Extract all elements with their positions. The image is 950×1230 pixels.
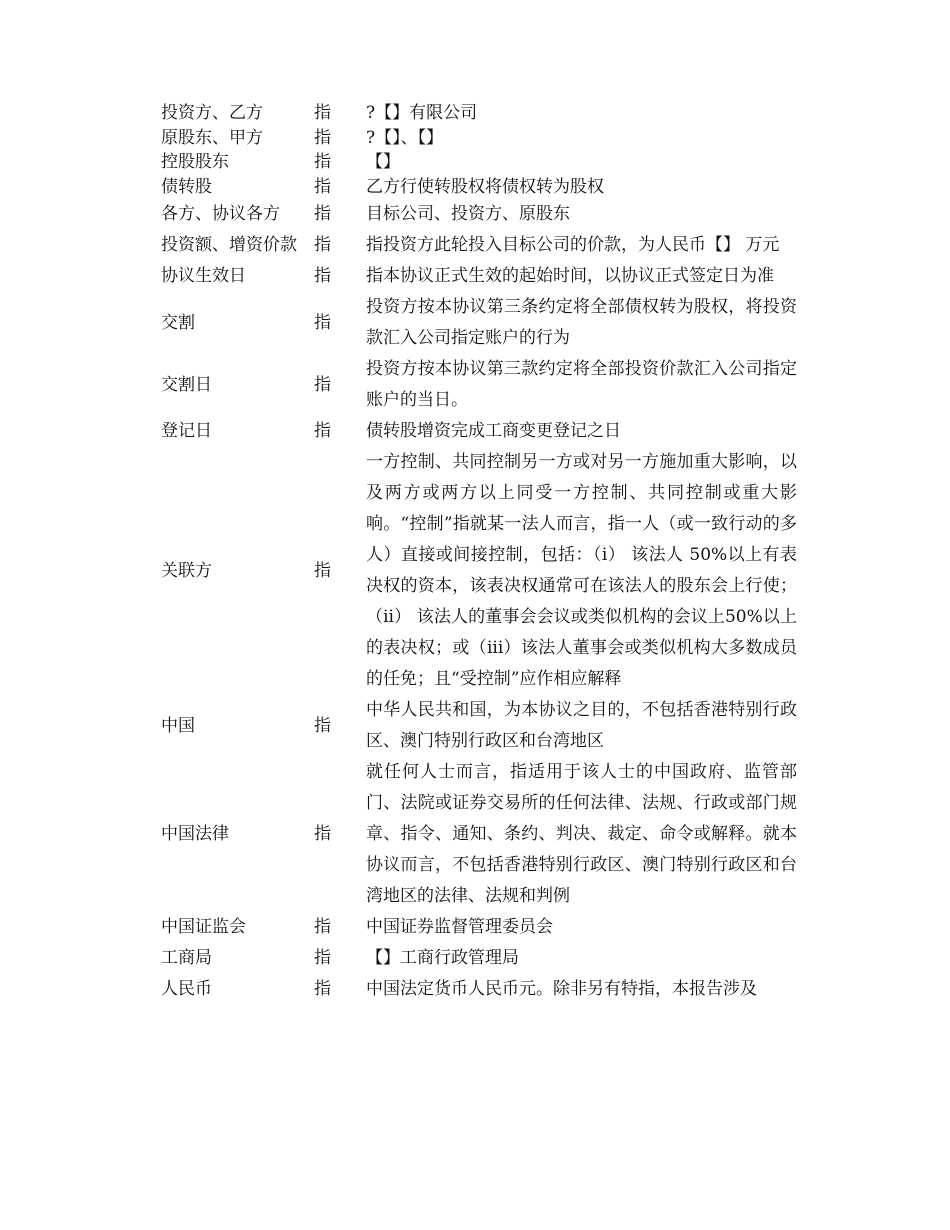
relation-cell: 指 (314, 715, 331, 736)
relation-cell: 指 (314, 103, 331, 123)
relation-cell: 指 (314, 127, 331, 148)
table-row (155, 974, 797, 1005)
relation-cell: 指 (314, 235, 331, 255)
definition-cell: 【】工商行政管理局 (366, 948, 519, 968)
relation-cell: 指 (314, 979, 331, 999)
table-row (155, 126, 797, 151)
table-row (155, 199, 797, 230)
relation-cell: 指 (314, 312, 331, 333)
relation-cell: 指 (314, 374, 331, 395)
definition-cell: 债转股增资完成工商变更登记之日 (366, 421, 621, 441)
table-row (155, 354, 797, 416)
table-row (155, 101, 797, 126)
relation-cell: 指 (314, 176, 331, 197)
table-row (155, 416, 797, 447)
term-cell: 交割 (161, 312, 195, 333)
table-row (155, 447, 797, 695)
term-cell: 控股股东 (161, 152, 229, 172)
term-cell: 人民币 (161, 979, 212, 999)
relation-cell: 指 (314, 266, 331, 286)
table-row (155, 175, 797, 200)
relation-cell: 指 (314, 204, 331, 224)
table-row (155, 943, 797, 974)
term-cell: 关联方 (161, 560, 212, 581)
term-cell: 交割日 (161, 374, 212, 395)
table-row (155, 261, 797, 292)
term-cell: 原股东、甲方 (161, 127, 263, 148)
relation-cell: 指 (314, 421, 331, 441)
relation-cell: 指 (314, 560, 331, 581)
term-cell: 各方、协议各方 (161, 204, 280, 224)
definition-cell: 指投资方此轮投入目标公司的价款，为人民币【】 万元 (366, 235, 780, 255)
table-row (155, 230, 797, 261)
definition-cell: ?【】有限公司 (366, 103, 478, 123)
term-cell: 协议生效日 (161, 266, 246, 286)
definition-cell: 投资方按本协议第三条约定将全部债权转为股权，将投资款汇入公司指定账户的行为 (366, 297, 797, 348)
relation-cell: 指 (314, 824, 331, 844)
term-cell: 登记日 (161, 421, 212, 441)
relation-cell: 指 (314, 948, 331, 968)
table-row (155, 150, 797, 175)
table-row (155, 695, 797, 757)
definition-cell: 中国证券监督管理委员会 (366, 917, 553, 937)
table-row (155, 912, 797, 943)
definition-cell: 指本协议正式生效的起始时间，以协议正式签定日为准 (366, 266, 774, 286)
term-cell: 中国法律 (161, 824, 229, 844)
term-cell: 中国 (161, 715, 195, 736)
relation-cell: 指 (314, 152, 331, 172)
relation-cell: 指 (314, 917, 331, 937)
definitions-table (155, 101, 797, 1005)
definition-cell: 目标公司、投资方、原股东 (366, 204, 570, 224)
term-cell: 工商局 (161, 948, 212, 968)
definition-cell: 就任何人士而言，指适用于该人士的中国政府、监管部门、法院或证券交易所的任何法律、法规、行政或部门规章、指令、通知、条约、判决、裁定、命令或解释。就本协议而言，不包括香港特别行政区、澳门特别行政区和台湾地区的法律、法规和判例 (366, 762, 797, 906)
term-cell: 投资额、增资价款 (161, 235, 297, 255)
definition-cell: ?【】、【】 (366, 127, 444, 148)
definition-cell: 投资方按本协议第三款约定将全部投资价款汇入公司指定账户的当日。 (366, 359, 797, 410)
term-cell: 中国证监会 (161, 917, 246, 937)
definition-cell: 【】 (366, 152, 400, 172)
term-cell: 投资方、乙方 (161, 103, 263, 123)
definition-cell: 中华人民共和国，为本协议之目的，不包括香港特别行政区、澳门特别行政区和台湾地区 (366, 700, 797, 751)
table-row (155, 757, 797, 912)
table-row (155, 292, 797, 354)
definition-cell: 中国法定货币人民币元。除非另有特指，本报告涉及 (366, 979, 757, 999)
term-cell: 债转股 (161, 176, 212, 197)
definition-cell: 一方控制、共同控制另一方或对另一方施加重大影响，以及两方或两方以上同受一方控制、共同控制或重大影响。“控制”指就某一法人而言，指一人（或一致行动的多人）直接或间接控制，包括：（i） 该法人 50%以上有表决权的资本，该表决权通常可在该法人的股东会上行使；（ii） 该法人的董事会会议或类似机构的会议上50%以上的表决权；或（iii）该法人董事会或类似机构大多数成员的任免；且“受控制”应作相应解释 (366, 452, 797, 689)
definition-cell: 乙方行使转股权将债权转为股权 (366, 176, 604, 197)
